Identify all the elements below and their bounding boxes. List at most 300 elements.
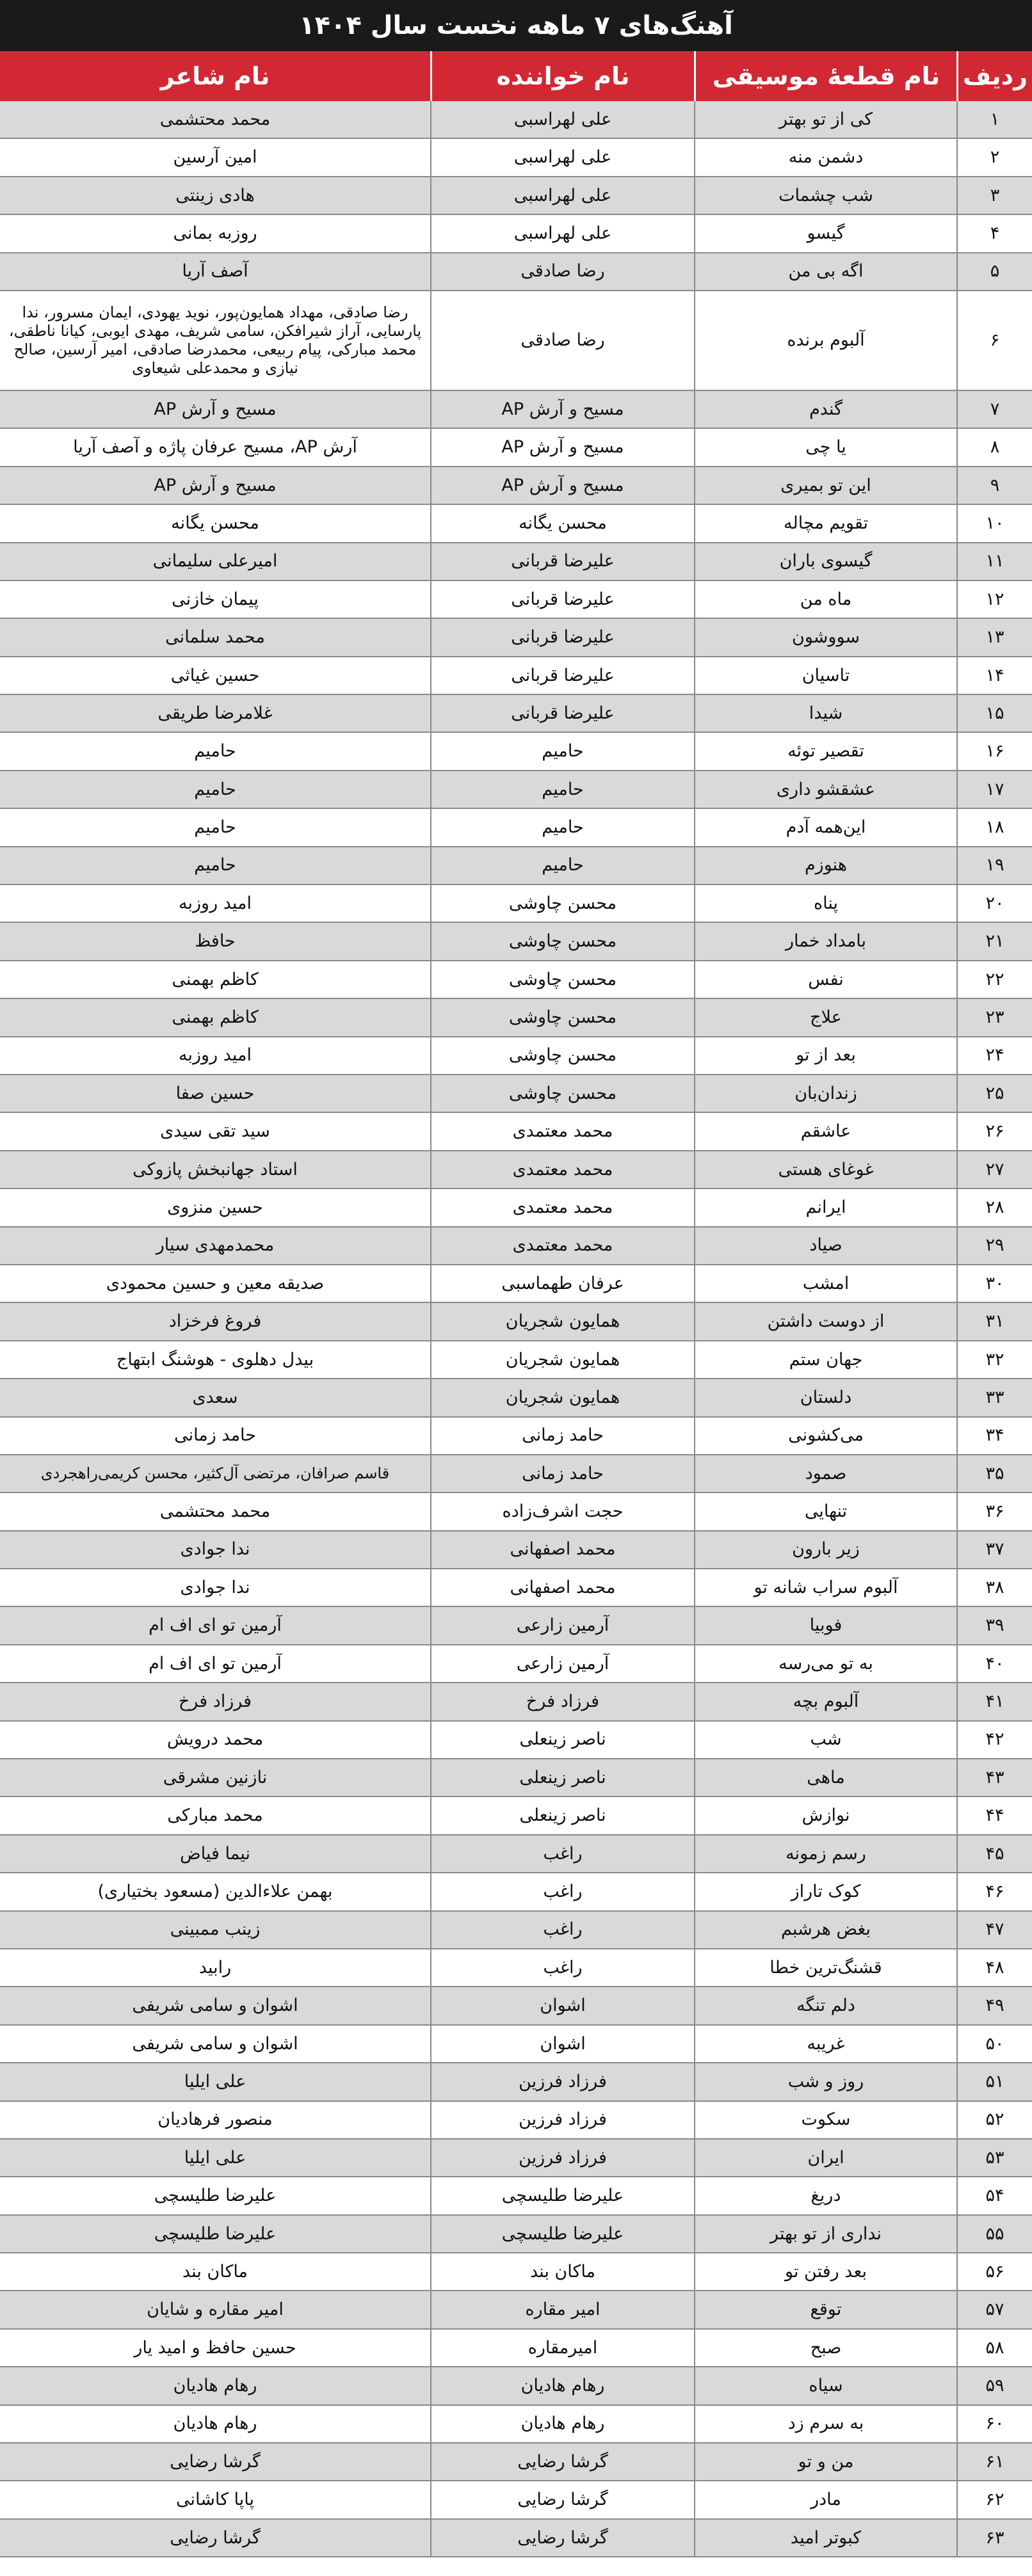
header-poet: نام شاعر <box>160 62 270 90</box>
poet-cell: مسیح و آرش AP <box>154 475 277 495</box>
poet-cell: حافظ <box>195 931 236 952</box>
song-cell: توقع <box>694 2291 956 2328</box>
singer-cell: همایون شجریان <box>430 1303 694 1340</box>
song-cell: بعد از تو <box>694 1037 956 1074</box>
singer-cell: حجت اشرف‌زاده <box>430 1493 694 1530</box>
table-row <box>0 2177 1032 2215</box>
rank-cell: ۵۷ <box>956 2291 1032 2328</box>
singer-cell: محسن چاوشی <box>430 885 694 922</box>
table-row <box>0 1912 1032 1949</box>
rank-cell: ۲ <box>956 139 1032 175</box>
table-row <box>0 1113 1032 1151</box>
table-row <box>0 1455 1032 1493</box>
song-cell: نداری از تو بهتر <box>694 2216 956 2252</box>
rank-cell: ۱۶ <box>956 733 1032 769</box>
song-cell: بعد رفتن تو <box>694 2253 956 2290</box>
singer-cell: حامیم <box>430 733 694 769</box>
singer-cell: آرمین زارعی <box>430 1645 694 1682</box>
table-row <box>0 2063 1032 2101</box>
song-cell: ایرانم <box>694 1189 956 1226</box>
song-cell: گندم <box>694 391 956 428</box>
song-cell: دلم تنگه <box>694 1987 956 2024</box>
song-cell: فوبیا <box>694 1607 956 1644</box>
rank-cell: ۵۶ <box>956 2253 1032 2290</box>
table-row <box>0 809 1032 847</box>
table-row <box>0 2216 1032 2253</box>
poet-cell: ماکان بند <box>182 2261 248 2282</box>
poet-cell: روزبه بمانی <box>173 223 257 243</box>
song-cell: از دوست داشتن <box>694 1303 956 1340</box>
table-row <box>0 847 1032 885</box>
rank-cell: ۶ <box>956 291 1032 390</box>
rank-cell: ۸ <box>956 429 1032 465</box>
singer-cell: گرشا رضایی <box>430 2481 694 2518</box>
song-cell: سووشون <box>694 619 956 655</box>
poet-cell: فرزاد فرخ <box>178 1692 252 1712</box>
singer-cell: رضا صادقی <box>430 253 694 290</box>
poet-cell: محمد مبارکی <box>167 1805 263 1826</box>
table-row <box>0 619 1032 657</box>
table-row <box>0 771 1032 809</box>
poet-cell: بهمن علاءالدین (مسعود بختیاری) <box>97 1882 333 1901</box>
song-cell: تنهایی <box>694 1493 956 1530</box>
table-row <box>0 543 1032 581</box>
rank-cell: ۱۸ <box>956 809 1032 845</box>
table-row <box>0 657 1032 695</box>
singer-cell: حامیم <box>430 847 694 884</box>
poet-cell: غلامرضا طریقی <box>157 703 273 723</box>
table-row <box>0 1722 1032 1759</box>
table-row <box>0 1607 1032 1645</box>
song-cell: شب <box>694 1722 956 1758</box>
rank-cell: ۱۵ <box>956 695 1032 732</box>
singer-cell: محمد معتمدی <box>430 1189 694 1226</box>
poet-cell: آرش AP، مسیح عرفان پاژه و آصف آریا <box>73 437 357 458</box>
rank-cell: ۲۸ <box>956 1189 1032 1226</box>
table-row <box>0 139 1032 177</box>
song-cell: سیاه <box>694 2367 956 2404</box>
poet-cell: حسین صفا <box>175 1083 255 1103</box>
rank-cell: ۳۸ <box>956 1569 1032 1606</box>
song-cell: صبح <box>694 2330 956 2366</box>
singer-cell: راغب <box>430 1873 694 1910</box>
rank-cell: ۴ <box>956 215 1032 252</box>
rank-cell: ۵۹ <box>956 2367 1032 2404</box>
rank-cell: ۳۴ <box>956 1418 1032 1454</box>
rank-cell: ۷ <box>956 391 1032 428</box>
song-cell: مادر <box>694 2481 956 2518</box>
song-cell: به سرم زد <box>694 2406 956 2442</box>
rank-cell: ۴۹ <box>956 1987 1032 2024</box>
rank-cell: ۳ <box>956 177 1032 214</box>
table-row <box>0 253 1032 291</box>
rank-cell: ۳۹ <box>956 1607 1032 1644</box>
poet-cell: نازنین مشرقی <box>163 1767 268 1788</box>
song-cell: غریبه <box>694 2026 956 2062</box>
poet-cell: اشوان و سامی شریفی <box>132 1996 298 2016</box>
rank-cell: ۱ <box>956 101 1032 138</box>
rank-cell: ۲۵ <box>956 1075 1032 1112</box>
header-song: نام قطعهٔ موسیقی <box>694 51 956 101</box>
rank-cell: ۴۱ <box>956 1683 1032 1720</box>
table-row <box>0 1379 1032 1417</box>
rank-cell: ۳۲ <box>956 1341 1032 1378</box>
poet-cell: حامد زمانی <box>174 1425 256 1446</box>
rank-cell: ۳۷ <box>956 1532 1032 1568</box>
table-row <box>0 1418 1032 1455</box>
song-cell: به تو می‌رسه <box>694 1645 956 1682</box>
rank-cell: ۵۱ <box>956 2063 1032 2100</box>
song-cell: آلبوم بچه <box>694 1683 956 1720</box>
rank-cell: ۶۲ <box>956 2481 1032 2518</box>
singer-cell: محمد معتمدی <box>430 1151 694 1188</box>
song-cell: بامداد خمار <box>694 923 956 959</box>
song-cell: نفس <box>694 961 956 998</box>
singer-cell: گرشا رضایی <box>430 2520 694 2556</box>
table-row <box>0 733 1032 771</box>
singer-cell: ناصر زینعلی <box>430 1759 694 1796</box>
rank-cell: ۲۴ <box>956 1037 1032 1074</box>
poet-cell: مسیح و آرش AP <box>154 399 277 419</box>
table-row <box>0 429 1032 467</box>
song-cell: بغض هرشبم <box>694 1912 956 1948</box>
singer-cell: ماکان بند <box>430 2253 694 2290</box>
song-cell: صمود <box>694 1455 956 1492</box>
song-cell: کی از تو بهتر <box>694 101 956 138</box>
poet-cell: کاظم بهمنی <box>172 1007 259 1028</box>
poet-cell: علی ایلیا <box>184 2147 246 2168</box>
table-row <box>0 2140 1032 2177</box>
song-cell: شب چشمات <box>694 177 956 214</box>
rank-cell: ۴۴ <box>956 1797 1032 1834</box>
song-cell: کبوتر امید <box>694 2520 956 2556</box>
song-cell: سکوت <box>694 2102 956 2138</box>
rank-cell: ۱۳ <box>956 619 1032 655</box>
table-row <box>0 1836 1032 1873</box>
singer-cell: مسیح و آرش AP <box>430 391 694 428</box>
table-row <box>0 1949 1032 1987</box>
singer-cell: فرزاد فرزین <box>430 2140 694 2176</box>
rank-cell: ۹ <box>956 467 1032 504</box>
rank-cell: ۲۹ <box>956 1228 1032 1264</box>
singer-cell: رضا صادقی <box>430 291 694 390</box>
rank-cell: ۵ <box>956 253 1032 290</box>
song-cell: روز و شب <box>694 2063 956 2100</box>
singer-cell: همایون شجریان <box>430 1341 694 1378</box>
table-row <box>0 2481 1032 2519</box>
rank-cell: ۴۶ <box>956 1873 1032 1910</box>
poet-cell: نیما فیاض <box>180 1843 251 1864</box>
song-cell: امشب <box>694 1265 956 1302</box>
poet-cell: رضا صادقی، مهداد همایون‌پور، نوید یهودی، ایمان مسرور، ندا پارسایی، آراز شیرافکن، سامی شریف، مهدی ایوبی، کیانا ناطقی، محمد مبارکی، پیام ربیعی، محمدرضا صادقی، امیر آرسین، صالح نیازی و محمدعلی شیعاوی <box>8 303 422 377</box>
table-row <box>0 1037 1032 1075</box>
table-row <box>0 1189 1032 1227</box>
singer-cell: محسن چاوشی <box>430 999 694 1036</box>
table-row <box>0 695 1032 733</box>
table-row <box>0 291 1032 391</box>
rank-cell: ۵۸ <box>956 2330 1032 2366</box>
rank-cell: ۵۴ <box>956 2177 1032 2214</box>
table-row <box>0 101 1032 139</box>
song-cell: دلستان <box>694 1379 956 1416</box>
singer-cell: مسیح و آرش AP <box>430 429 694 465</box>
singer-cell: اشوان <box>430 2026 694 2062</box>
rank-cell: ۶۰ <box>956 2406 1032 2442</box>
singer-cell: محسن یگانه <box>430 505 694 541</box>
poet-cell: محمد درویش <box>166 1729 264 1750</box>
singer-cell: حامیم <box>430 771 694 808</box>
poet-cell: سعدی <box>192 1387 238 1407</box>
song-cell: من و تو <box>694 2444 956 2480</box>
singer-cell: محمد معتمدی <box>430 1228 694 1264</box>
table-row <box>0 215 1032 253</box>
singer-cell: اشوان <box>430 1987 694 2024</box>
table-row <box>0 1228 1032 1265</box>
poet-cell: اشوان و سامی شریفی <box>132 2033 298 2054</box>
singer-cell: محمد اصفهانی <box>430 1532 694 1568</box>
rank-cell: ۳۳ <box>956 1379 1032 1416</box>
song-cell: عشقشو داری <box>694 771 956 808</box>
poet-cell: آرمین تو ای اف ام <box>149 1653 282 1674</box>
singer-cell: علیرضا طلیسچی <box>430 2216 694 2252</box>
rank-cell: ۱۹ <box>956 847 1032 884</box>
table-row <box>0 1873 1032 1911</box>
table-row <box>0 2026 1032 2063</box>
singer-cell: فرزاد فرزین <box>430 2102 694 2138</box>
poet-cell: آرمین تو ای اف ام <box>149 1615 282 1636</box>
singer-cell: علیرضا قربانی <box>430 619 694 655</box>
rank-cell: ۱۴ <box>956 657 1032 694</box>
poet-cell: علی ایلیا <box>184 2071 246 2092</box>
rank-cell: ۵۵ <box>956 2216 1032 2252</box>
table-row <box>0 391 1032 429</box>
table-row <box>0 2520 1032 2557</box>
song-cell: آلبوم سراب شانه تو <box>694 1569 956 1606</box>
song-cell: زیر بارون <box>694 1532 956 1568</box>
singer-cell: محسن چاوشی <box>430 961 694 998</box>
table-row <box>0 2291 1032 2329</box>
singer-cell: گرشا رضایی <box>430 2444 694 2480</box>
table-row <box>0 1759 1032 1797</box>
table-row <box>0 885 1032 923</box>
singer-cell: فرزاد فرزین <box>430 2063 694 2100</box>
title-bar <box>0 0 1032 51</box>
poet-cell: حسین غیاثی <box>170 665 260 685</box>
poet-cell: محسن یگانه <box>171 513 259 533</box>
poet-cell: پیمان خازنی <box>172 589 259 609</box>
rank-cell: ۳۱ <box>956 1303 1032 1340</box>
rank-cell: ۵۰ <box>956 2026 1032 2062</box>
song-cell: عاشقم <box>694 1113 956 1149</box>
table-row <box>0 1683 1032 1721</box>
song-cell: گیسو <box>694 215 956 252</box>
song-cell: ایران <box>694 2140 956 2176</box>
poet-cell: محمد محتشمی <box>159 1501 271 1522</box>
song-cell: تقصیر توئه <box>694 733 956 769</box>
song-cell: دشمن منه <box>694 139 956 175</box>
poet-cell: آصف آریا <box>182 261 248 282</box>
poet-cell: استاد جهانبخش پازوکی <box>133 1159 298 1180</box>
rank-cell: ۱۲ <box>956 581 1032 618</box>
singer-cell: علی لهراسبی <box>430 101 694 138</box>
poet-cell: امیر مقاره و شایان <box>147 2300 284 2320</box>
poet-cell: فروغ فرخزاد <box>168 1311 262 1332</box>
singer-cell: علیرضا طلیسچی <box>430 2177 694 2214</box>
table-row <box>0 177 1032 215</box>
song-cell: کوک تاراز <box>694 1873 956 1910</box>
poet-cell: قاسم صرافان، مرتضی آل‌کثیر، محسن کریمی‌راهجردی <box>40 1464 390 1483</box>
singer-cell: محسن چاوشی <box>430 1075 694 1112</box>
poet-cell: علیرضا طلیسچی <box>154 2186 277 2206</box>
song-cell: دریغ <box>694 2177 956 2214</box>
poet-cell: گرشا رضایی <box>170 2527 261 2548</box>
poet-cell: حسین منزوی <box>167 1197 263 1217</box>
table-row <box>0 1493 1032 1531</box>
singer-cell: راغب <box>430 1912 694 1948</box>
rank-cell: ۲۱ <box>956 923 1032 959</box>
rank-cell: ۵۲ <box>956 2102 1032 2138</box>
song-cell: تاسیان <box>694 657 956 694</box>
poet-cell: رابید <box>198 1957 232 1978</box>
song-cell: صیاد <box>694 1228 956 1264</box>
singer-cell: علی لهراسبی <box>430 215 694 252</box>
table-row <box>0 999 1032 1037</box>
rank-cell: ۴۷ <box>956 1912 1032 1948</box>
singer-cell: علیرضا قربانی <box>430 581 694 618</box>
poet-cell: ندا جوادی <box>180 1539 250 1560</box>
poet-cell: گرشا رضایی <box>170 2451 261 2472</box>
singer-cell: فرزاد فرخ <box>430 1683 694 1720</box>
rank-cell: ۳۰ <box>956 1265 1032 1302</box>
table-row <box>0 923 1032 961</box>
singer-cell: علیرضا قربانی <box>430 695 694 732</box>
song-cell: یا چی <box>694 429 956 465</box>
header-singer: نام خواننده <box>430 51 694 101</box>
table-row <box>0 1797 1032 1835</box>
rank-cell: ۲۳ <box>956 999 1032 1036</box>
poet-cell: علیرضا طلیسچی <box>154 2223 277 2244</box>
poet-cell: بیدل دهلوی - هوشنگ ابتهاج <box>116 1349 314 1370</box>
poet-cell: سید تقی سیدی <box>160 1121 270 1142</box>
song-cell: جهان ستم <box>694 1341 956 1378</box>
song-cell: علاج <box>694 999 956 1036</box>
rank-cell: ۶۱ <box>956 2444 1032 2480</box>
poet-cell: رهام هادیان <box>173 2413 257 2434</box>
singer-cell: آرمین زارعی <box>430 1607 694 1644</box>
song-cell: قشنگ‌ترین خطا <box>694 1949 956 1986</box>
singer-cell: راغب <box>430 1949 694 1986</box>
table-row <box>0 1075 1032 1113</box>
song-cell: ماه من <box>694 581 956 618</box>
table-row <box>0 1569 1032 1607</box>
table-row <box>0 2406 1032 2444</box>
rank-cell: ۱۷ <box>956 771 1032 808</box>
singer-cell: محمد اصفهانی <box>430 1569 694 1606</box>
singer-cell: امیر مقاره <box>430 2291 694 2328</box>
rank-cell: ۴۲ <box>956 1722 1032 1758</box>
song-cell: می‌کشونی <box>694 1418 956 1454</box>
poet-cell: محمد سلمانی <box>165 627 265 648</box>
poet-cell: پاپا کاشانی <box>176 2490 255 2510</box>
header-rank: ردیف <box>956 51 1032 101</box>
singer-cell: محمد معتمدی <box>430 1113 694 1149</box>
rank-cell: ۲۰ <box>956 885 1032 922</box>
singer-cell: علی لهراسبی <box>430 139 694 175</box>
rank-cell: ۱۰ <box>956 505 1032 541</box>
singer-cell: محسن چاوشی <box>430 1037 694 1074</box>
song-cell: هنوزم <box>694 847 956 884</box>
poet-cell: امید روزبه <box>179 1045 252 1066</box>
poet-cell: کاظم بهمنی <box>172 969 259 989</box>
table-row <box>0 581 1032 619</box>
table-row <box>0 2102 1032 2140</box>
rank-cell: ۴۰ <box>956 1645 1032 1682</box>
table-row <box>0 467 1032 505</box>
rank-cell: ۴۵ <box>956 1836 1032 1872</box>
singer-cell: محسن چاوشی <box>430 923 694 959</box>
rank-cell: ۲۷ <box>956 1151 1032 1188</box>
poet-cell: محمدمهدی سیار <box>156 1235 275 1256</box>
song-cell: تقویم مچاله <box>694 505 956 541</box>
poet-cell: هادی زینتی <box>175 185 255 205</box>
rank-cell: ۳۶ <box>956 1493 1032 1530</box>
rank-cell: ۵۳ <box>956 2140 1032 2176</box>
song-cell: رسم زمونه <box>694 1836 956 1872</box>
rank-cell: ۱۱ <box>956 543 1032 580</box>
poet-cell: منصور فرهادیان <box>157 2109 273 2130</box>
table-row <box>0 1151 1032 1189</box>
singer-cell: مسیح و آرش AP <box>430 467 694 504</box>
table-row <box>0 2253 1032 2291</box>
singer-cell: ناصر زینعلی <box>430 1722 694 1758</box>
song-cell: غوغای هستی <box>694 1151 956 1188</box>
singer-cell: رهام هادیان <box>430 2406 694 2442</box>
song-cell: ماهی <box>694 1759 956 1796</box>
table-row <box>0 1532 1032 1569</box>
song-cell: آلبوم برنده <box>694 291 956 390</box>
song-cell: این‌همه آدم <box>694 809 956 845</box>
singer-cell: حامیم <box>430 809 694 845</box>
poet-cell: محمد محتشمی <box>159 109 271 129</box>
poet-cell: امید روزبه <box>179 893 252 913</box>
singer-cell: عرفان طهماسبی <box>430 1265 694 1302</box>
poet-cell: حامیم <box>194 855 236 876</box>
singer-cell: امیرمقاره <box>430 2330 694 2366</box>
poet-cell: امین آرسین <box>173 147 257 168</box>
rank-cell: ۲۶ <box>956 1113 1032 1149</box>
song-cell: پناه <box>694 885 956 922</box>
singer-cell: حامد زمانی <box>430 1418 694 1454</box>
singer-cell: ناصر زینعلی <box>430 1797 694 1834</box>
table-row <box>0 2367 1032 2405</box>
table-body <box>0 101 1032 2576</box>
table-row <box>0 1341 1032 1379</box>
singer-cell: علیرضا قربانی <box>430 657 694 694</box>
poet-cell: حامیم <box>194 779 236 799</box>
poet-cell: ندا جوادی <box>180 1577 250 1597</box>
poet-cell: حامیم <box>194 741 236 762</box>
table-row <box>0 2330 1032 2367</box>
singer-cell: علیرضا قربانی <box>430 543 694 580</box>
table-row <box>0 1645 1032 1683</box>
song-cell: شیدا <box>694 695 956 732</box>
poet-cell: امیرعلی سلیمانی <box>152 551 278 572</box>
singer-cell: حامد زمانی <box>430 1455 694 1492</box>
table-row <box>0 505 1032 543</box>
singer-cell: علی لهراسبی <box>430 177 694 214</box>
table-row <box>0 2444 1032 2481</box>
rank-cell: ۴۸ <box>956 1949 1032 1986</box>
